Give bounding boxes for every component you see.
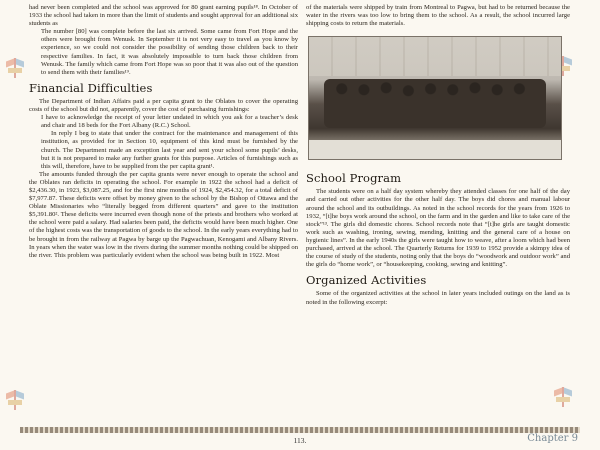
- body-paragraph: The Department of Indian Affairs paid a per capita grant to the Oblates to cover the operating costs of the school but did not, apparently, cover the cost of purchasing furnishings:: [29, 97, 298, 114]
- decorative-figure-icon: [552, 385, 574, 409]
- section-heading: School Program: [306, 171, 402, 186]
- block-quote: In reply I beg to state that under the contract for the maintenance and management of this institution, as provided for in Section 10, equipment of this kind must be furnished by the church. The Department made an exception last year and sent your school some pupils’ desks, but it is not prepared to make any further grants for this purpose. Articles of furnishings such as this will, therefore, have to be supplied from the per capita grant¹.: [41, 130, 298, 170]
- footer-divider: [20, 427, 580, 433]
- historical-group-photo: [308, 36, 562, 160]
- decorative-figure-icon: [4, 388, 26, 412]
- body-paragraph: had never been completed and the school was approved for 80 grant earning pupils¹⁸. In October of 1933 the school had taken in more than the limit of students and sought approval for an additional six students as: [29, 4, 298, 28]
- body-paragraph: The students were on a half day system whereby they attended classes for one half of the day and carried out other activities for the other half day. The boys did chores and manual labour around the school and its outbuildings. As noted in the school records for the years from 1926 to 1932, “[t]he boys work around the school, on the farm and in the garden and like to take care of the stock”¹³. The girls did domestic chores. School records note that “[t]he girls are taught domestic work such as washing, ironing, sewing, mending, knitting and the general care of a house on hygienic lines”. In the early 1940s the girls were taught how to weave, after a loom which had been purchased, arrived at the school. The Quarterly Returns for 1939 to 1952 provide a skimpy idea of the course of study of the students, noting only that the boys do “woodwork and outdoor work” and the girls do “home work”, or “housekeeping, cooking, sewing and knitting”.: [306, 188, 570, 269]
- body-paragraph: of the materials were shipped by train from Montreal to Pagwa, but had to be returned because the water in the rivers was too low to bring them to the school. As a result, the school incurred large shipping costs to return the materials.: [306, 4, 570, 28]
- left-column: [29, 4, 298, 260]
- body-paragraph: Some of the organized activities at the school in later years included outings on the land as is noted in the following excerpt:: [306, 290, 570, 306]
- block-quote: The number [80] was complete before the last six arrived. Some came from Fort Hope and the others were brought from Wenusk. In September it is not very easy to travel as you know by experience, so we could not consider the possibility of sending those children back to their respective families. In fact, it was absolutely impossible to turn back those children from Wenusk. The family which came from Fort Hope was so poor that it was also out of the question to send them with their families¹⁹.: [41, 28, 298, 76]
- decorative-figure-icon: [4, 56, 26, 80]
- page-number: 113.: [293, 436, 307, 445]
- block-quote: I have to acknowledge the receipt of your letter undated in which you ask for a teacher’s desk and chair and 18 beds for the Fort Albany (R.C.) School.: [41, 114, 298, 130]
- section-heading: Financial Difficulties: [29, 80, 153, 95]
- body-paragraph: The amounts funded through the per capita grants were never enough to operate the school and the Oblates ran deficits in operating the school. For example in 1922 the school had a deficit of $2,436.30, in 1923, $3,087.25, and for the first nine months of 1924, $2,454.32, for a total deficit of $7,977.87. These deficits were offset by money given to the school by the Bishop of Ottawa and the Oblate Missionaries who “literally begged from different quarters” and gave to the institution $5,391.80². These deficits were incurred even though none of the priests and brothers who worked at the school were paid a salary. Had salaries been paid, the deficits would have been much higher. One of the highest costs was the transportation of goods to the school. In the early years everything had to be brought in from the railway at Pagwa by barge up the Pagwachuan, Kenogami and Albany Rivers. In years when the water was low in the rivers during the summer months nothing could be shipped on the river. This problem was particularly evident when the school was being built in 1922. Most: [29, 170, 298, 259]
- chapter-label: Chapter 9: [527, 433, 578, 444]
- section-heading: Organized Activities: [306, 273, 427, 288]
- right-column: [306, 4, 570, 307]
